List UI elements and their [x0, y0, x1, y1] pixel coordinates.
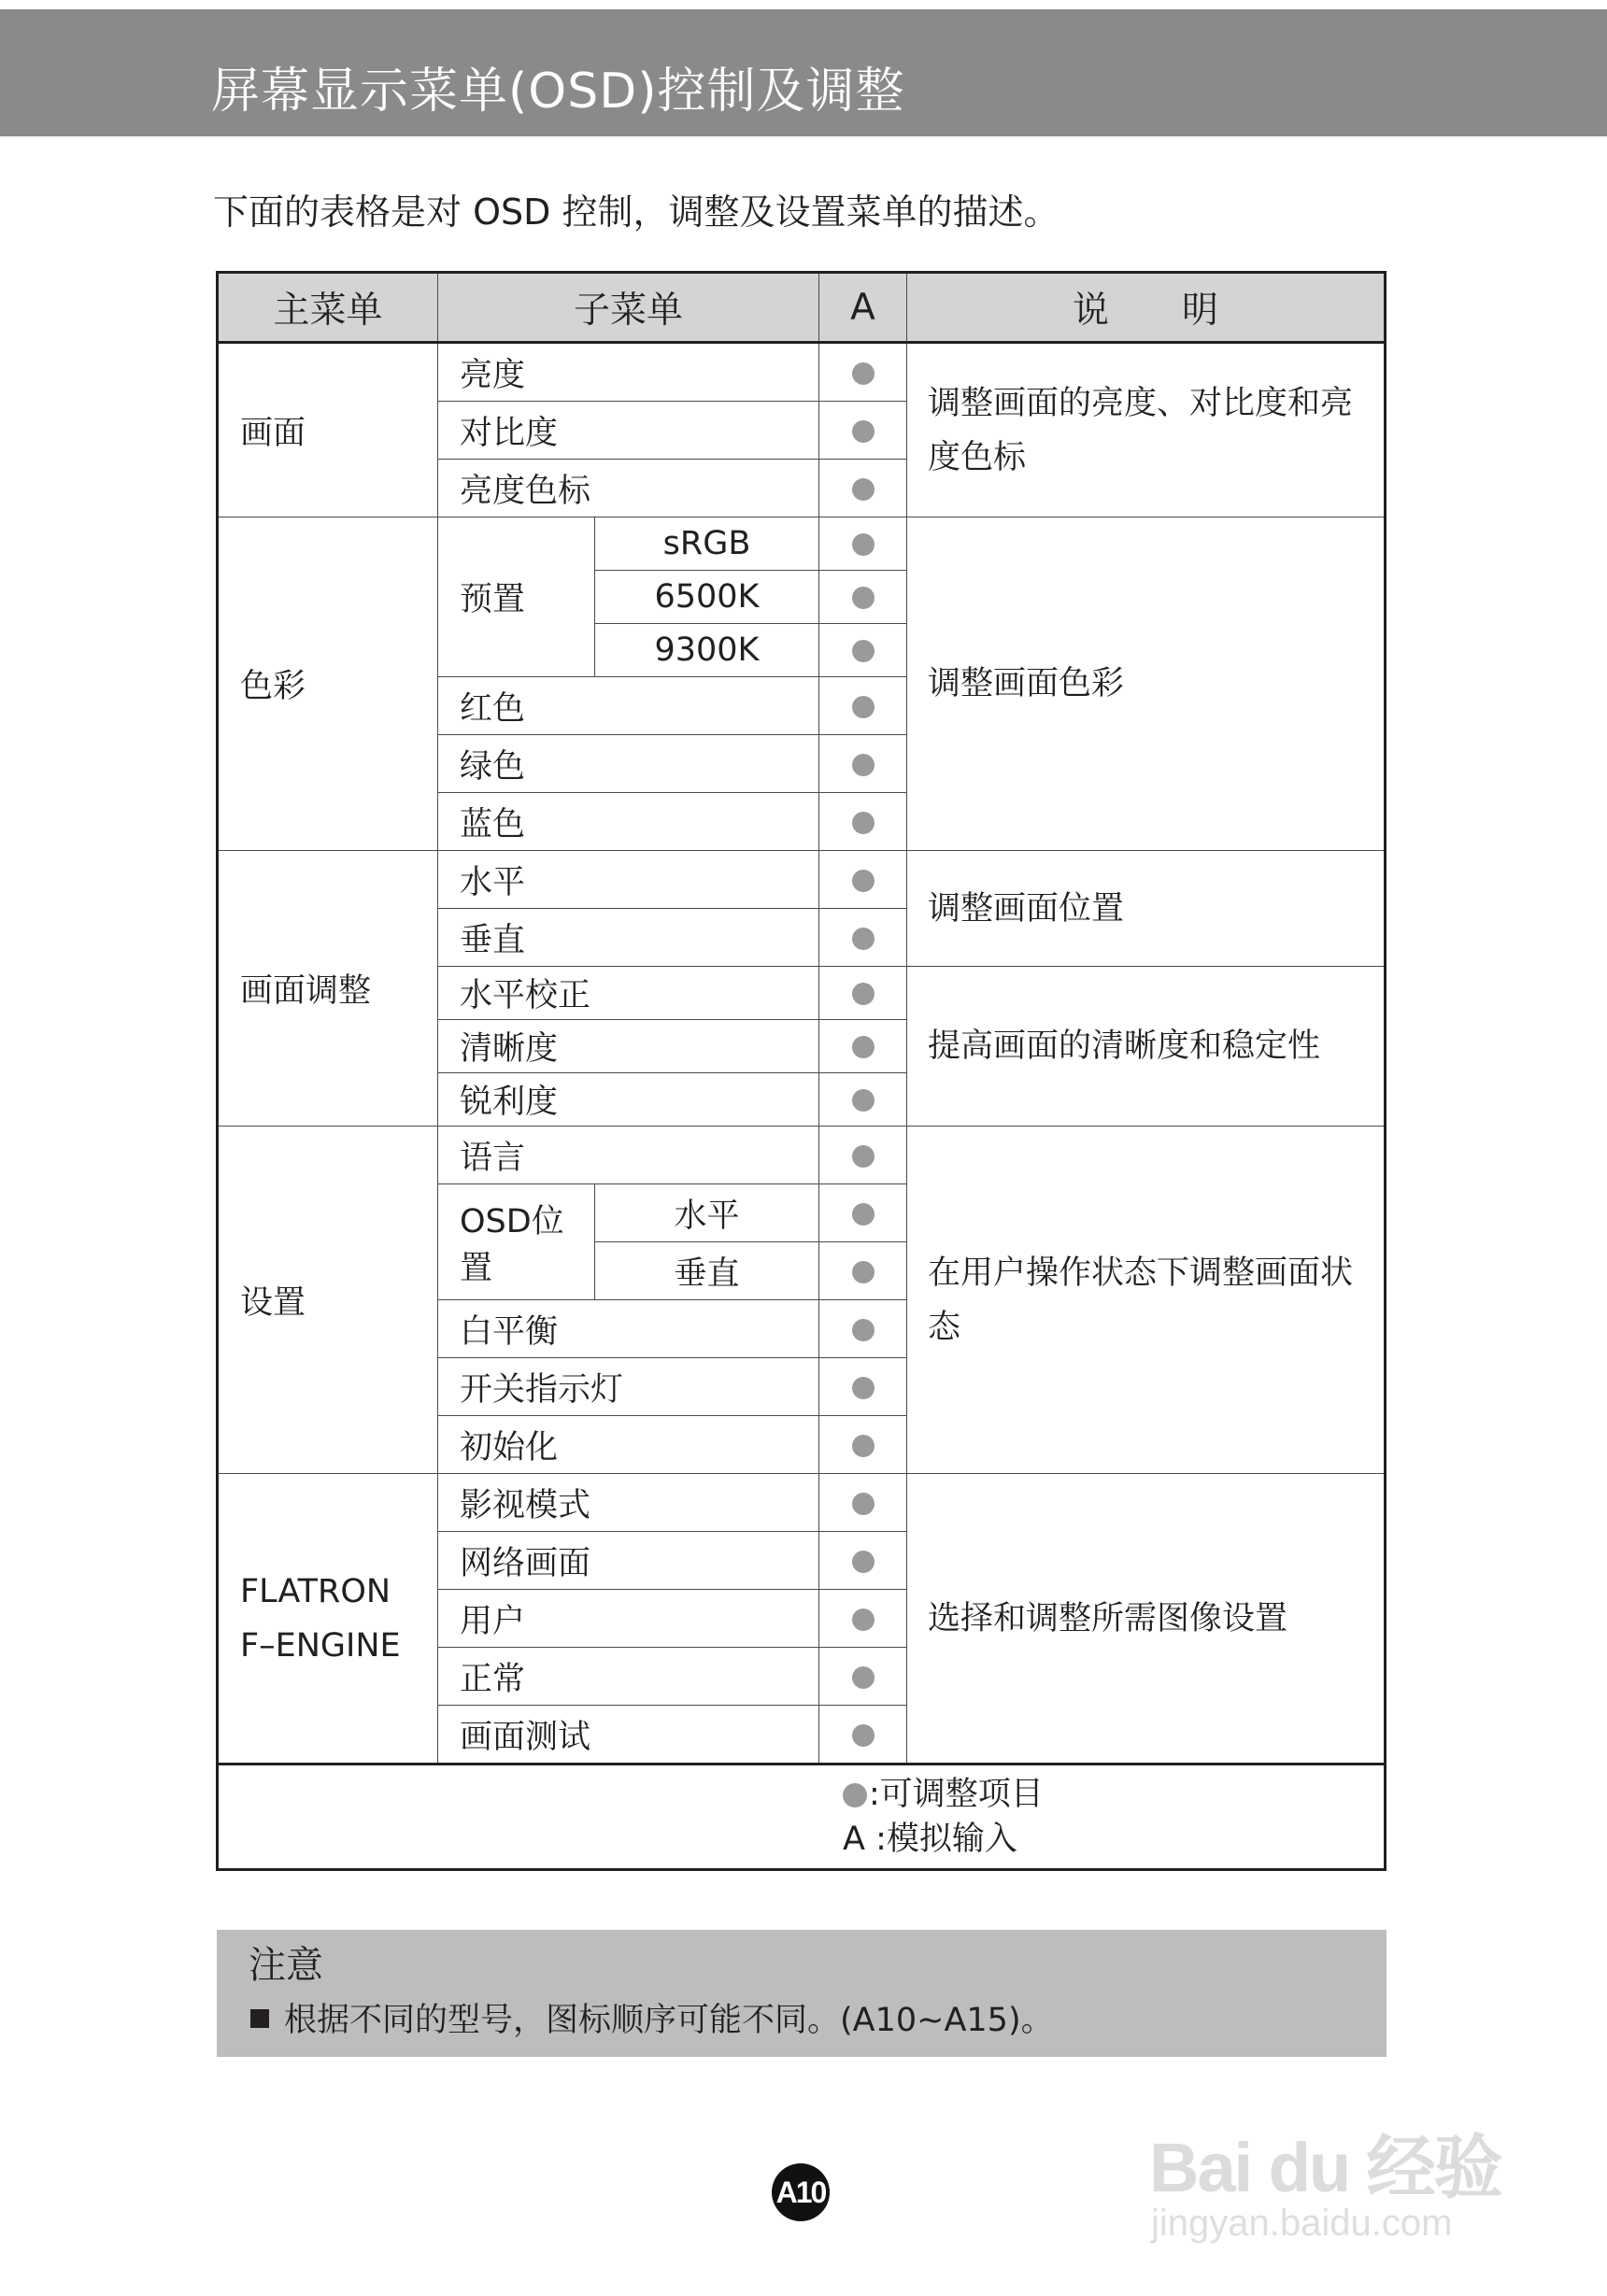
- sub-menu-item: 水平: [438, 851, 819, 909]
- adjustable-dot: [819, 1648, 907, 1706]
- main-menu-color: 色彩: [218, 517, 438, 851]
- legend-dot-text: :可调整项目: [869, 1776, 1044, 1813]
- adjustable-dot: [819, 1127, 907, 1184]
- page-number: A10: [772, 2163, 830, 2221]
- sub-menu-preset: 预置: [438, 517, 595, 677]
- adjustable-dot: [819, 793, 907, 851]
- preset-item: sRGB: [595, 517, 819, 571]
- legend-cell: [218, 1765, 1386, 1870]
- sub-menu-item: 网络画面: [438, 1532, 819, 1590]
- sub-menu-item: 红色: [438, 677, 819, 735]
- adjustable-dot: [819, 460, 907, 517]
- note-text: 根据不同的型号，图标顺序可能不同。(A10~A15)。: [284, 2002, 1054, 2039]
- osd-menu-table: [216, 271, 1387, 1871]
- adjustable-dot: [819, 1184, 907, 1242]
- adjustable-dot: [819, 851, 907, 909]
- sub-menu-item: 垂直: [438, 909, 819, 967]
- header-description: 说 明: [907, 273, 1386, 343]
- sub-menu-item: 绿色: [438, 735, 819, 793]
- sub-menu-item: 画面测试: [438, 1706, 819, 1765]
- sub-menu-item: 亮度: [438, 343, 819, 402]
- description-position: 调整画面位置: [907, 851, 1386, 967]
- adjustable-dot: [819, 343, 907, 402]
- adjustable-dot: [819, 1073, 907, 1127]
- adjustable-dot: [819, 624, 907, 677]
- sub-menu-item: 影视模式: [438, 1474, 819, 1532]
- adjustable-dot: [819, 967, 907, 1020]
- watermark-logo: Bai du 经验: [1149, 2129, 1501, 2206]
- main-menu-position: 画面调整: [218, 851, 438, 1127]
- header-analog: A: [819, 273, 907, 343]
- legend-a-text: A :模拟输入: [843, 1821, 1017, 1858]
- adjustable-dot-icon: [843, 1783, 867, 1807]
- sub-menu-item: 开关指示灯: [438, 1358, 819, 1416]
- main-menu-flatron: [218, 1474, 438, 1765]
- sub-menu-item: 锐利度: [438, 1073, 819, 1127]
- description-picture: 调整画面的亮度、对比度和亮度色标: [907, 343, 1386, 517]
- main-menu-picture: 画面: [218, 343, 438, 517]
- description-setup: 在用户操作状态下调整画面状态: [907, 1127, 1386, 1474]
- sub-menu-item: 白平衡: [438, 1300, 819, 1358]
- osd-position-item: 水平: [595, 1184, 819, 1242]
- legend-dot-row: [843, 1772, 1607, 1817]
- legend: [843, 1772, 1607, 1862]
- header-main-menu: 主菜单: [218, 273, 438, 343]
- adjustable-dot: [819, 1706, 907, 1765]
- adjustable-dot: [819, 1020, 907, 1073]
- adjustable-dot: [819, 1416, 907, 1474]
- adjustable-dot: [819, 402, 907, 460]
- watermark-url: jingyan.baidu.com: [1151, 2203, 1453, 2244]
- baidu-watermark: [1140, 2064, 1532, 2251]
- preset-item: 6500K: [595, 571, 819, 624]
- sub-menu-item: 初始化: [438, 1416, 819, 1474]
- adjustable-dot: [819, 677, 907, 735]
- flatron-line1: FLATRON: [240, 1572, 391, 1610]
- adjustable-dot: [819, 1300, 907, 1358]
- adjustable-dot: [819, 1474, 907, 1532]
- adjustable-dot: [819, 735, 907, 793]
- main-menu-setup: 设置: [218, 1127, 438, 1474]
- note-box: [217, 1930, 1387, 2057]
- sub-menu-osd-position: OSD位置: [438, 1184, 595, 1300]
- note-line: [250, 2002, 1054, 2039]
- sub-menu-item: 亮度色标: [438, 460, 819, 517]
- sub-menu-item: 对比度: [438, 402, 819, 460]
- header-bar: [0, 9, 1607, 136]
- adjustable-dot: [819, 1242, 907, 1300]
- description-clarity: 提高画面的清晰度和稳定性: [907, 967, 1386, 1127]
- sub-menu-item: 清晰度: [438, 1020, 819, 1073]
- sub-menu-item: 语言: [438, 1127, 819, 1184]
- square-bullet-icon: [250, 2009, 269, 2028]
- flatron-line2: F–ENGINE: [240, 1626, 401, 1665]
- description-color: 调整画面色彩: [907, 517, 1386, 851]
- sub-menu-item: 水平校正: [438, 967, 819, 1020]
- adjustable-dot: [819, 571, 907, 624]
- description-flatron: 选择和调整所需图像设置: [907, 1474, 1386, 1765]
- preset-item: 9300K: [595, 624, 819, 677]
- page-title: 屏幕显示菜单(OSD)控制及调整: [211, 64, 905, 120]
- adjustable-dot: [819, 909, 907, 967]
- sub-menu-item: 用户: [438, 1590, 819, 1648]
- adjustable-dot: [819, 1532, 907, 1590]
- intro-text: 下面的表格是对 OSD 控制，调整及设置菜单的描述。: [213, 191, 1059, 233]
- sub-menu-item: 正常: [438, 1648, 819, 1706]
- header-sub-menu: 子菜单: [438, 273, 819, 343]
- adjustable-dot: [819, 1590, 907, 1648]
- note-title: 注意: [249, 1944, 323, 1987]
- osd-position-item: 垂直: [595, 1242, 819, 1300]
- sub-menu-item: 蓝色: [438, 793, 819, 851]
- adjustable-dot: [819, 1358, 907, 1416]
- adjustable-dot: [819, 517, 907, 571]
